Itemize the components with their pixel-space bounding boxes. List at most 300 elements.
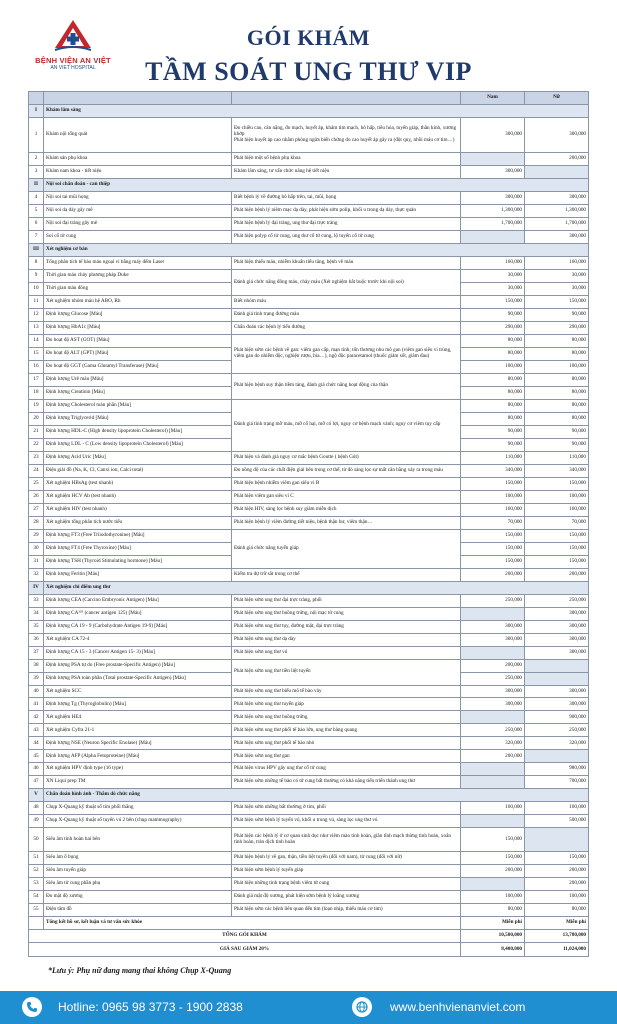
price-female: 200,000: [525, 865, 589, 878]
price-male: 300,000: [461, 698, 525, 711]
service-number: 49: [29, 815, 44, 828]
section-row: [29, 179, 589, 192]
service-description: Đánh giá tình trạng đường máu: [232, 308, 461, 321]
price-female: 30,000: [525, 270, 589, 283]
price-female: 100,000: [525, 360, 589, 373]
service-row: [29, 192, 589, 205]
service-name: Xét nghiệm HPV định type (16 type): [44, 763, 232, 776]
service-description: Đánh giá chức năng tuyến giáp: [232, 529, 461, 568]
total-row: [29, 930, 589, 943]
service-number: 7: [29, 231, 44, 244]
service-name: Siêu âm tuyến giáp: [44, 865, 232, 878]
header-female: Nữ: [525, 92, 589, 105]
header-name-cell: [44, 92, 232, 105]
section-number: V: [29, 789, 44, 802]
service-name: Định lượng CA 15 - 3 (Cancer Antigen 15- 3) [Máu]: [44, 646, 232, 659]
price-table: [28, 91, 589, 957]
price-female: 340,000: [525, 464, 589, 477]
service-description: Đo chiều cao, cân nặng, đo mạch, huyết áp, khám tim mạch, hô hấp, tiêu hóa, tuyến giáp, thần kinh, xương khớp Phát hiện huyết áp cao nhằm phòng ngừa biến chứng do cao huyết áp gây ra (đột quỵ, nhồi máu cơ tim…): [232, 117, 461, 152]
service-number: 42: [29, 711, 44, 724]
price-female: 30,000: [525, 282, 589, 295]
price-male: 250,000: [461, 724, 525, 737]
price-male: [461, 711, 525, 724]
price-male: 300,000: [461, 685, 525, 698]
service-row: [29, 205, 589, 218]
section-row: [29, 244, 589, 257]
service-name: Xét nghiệm SCC: [44, 685, 232, 698]
price-female: 700,000: [525, 776, 589, 789]
service-row: [29, 166, 589, 179]
service-row: [29, 828, 589, 852]
service-row: [29, 737, 589, 750]
service-description: Phát hiện sớm ung thư vú: [232, 646, 461, 659]
service-description: Phát hiện bệnh suy thận tiềm tàng, đánh giá chức năng hoạt động của thận: [232, 373, 461, 399]
price-male: 30,000: [461, 270, 525, 283]
price-female: [525, 659, 589, 672]
service-number: 28: [29, 516, 44, 529]
price-male: 160,000: [461, 802, 525, 815]
service-description: Phát hiện sớm các bệnh về gan: viêm gan cấp, mạn tính; tổn thương nhu mô gan (viêm gan siêu vi trùng, viêm gan do nhiễm độc, nghiện rượu, bia…), ngộ độc paracetamol (thuốc giảm sốt, giảm đau): [232, 334, 461, 373]
service-number: 29: [29, 529, 44, 542]
service-number: 36: [29, 633, 44, 646]
service-number: 30: [29, 542, 44, 555]
service-description: Khám lâm sàng, tư vấn chức năng hệ tiết niệu: [232, 166, 461, 179]
service-description: Phát hiện sớm ung thư tiền liệt tuyến: [232, 659, 461, 685]
service-number: 35: [29, 620, 44, 633]
price-female: 300,000: [525, 685, 589, 698]
price-male: 200,000: [461, 750, 525, 763]
price-male: 150,000: [461, 542, 525, 555]
service-row: [29, 257, 589, 270]
service-description: Phát hiện bệnh lý viêm đường tiết niệu, bệnh thận hư, viêm thận…: [232, 516, 461, 529]
service-description: Phát hiện bệnh nhiễm viêm gan siêu vi B: [232, 477, 461, 490]
service-row: [29, 891, 589, 904]
price-male: 100,000: [461, 490, 525, 503]
page-header: [0, 0, 617, 90]
service-number: 44: [29, 737, 44, 750]
service-name: Định lượng Creatinin [Máu]: [44, 386, 232, 399]
price-female: 300,000: [525, 646, 589, 659]
service-row: [29, 503, 589, 516]
price-female: 80,000: [525, 412, 589, 425]
service-number: 27: [29, 503, 44, 516]
total-label: GIÁ SAU GIẢM 20%: [29, 943, 461, 957]
price-male: 150,000: [461, 852, 525, 865]
service-name: Định lượng HDL-C (High density lipoprotein Cholesterol) [Máu]: [44, 425, 232, 438]
service-row: [29, 620, 589, 633]
price-female: 300,000: [525, 620, 589, 633]
service-row: [29, 218, 589, 231]
service-name: Khám nội tổng quát: [44, 117, 232, 152]
service-description: Kiểm tra dự trữ sắt trong cơ thể: [232, 568, 461, 581]
total-female: 13,780,000: [525, 930, 589, 943]
service-row: [29, 594, 589, 607]
price-male: 1,700,000: [461, 218, 525, 231]
price-female: 320,000: [525, 737, 589, 750]
price-male: 150,000: [461, 555, 525, 568]
service-number: 25: [29, 477, 44, 490]
service-name: Đo hoạt độ GGT (Gama Glutamyl Transferase) [Máu]: [44, 360, 232, 373]
price-male: [461, 776, 525, 789]
service-description: Phát hiện HIV, sàng lọc bệnh suy giảm miễn dịch: [232, 503, 461, 516]
summary-label: Tổng kết hồ sơ, kết luận và tư vấn sức khỏe: [44, 917, 461, 930]
service-name: Định lượng Tg (Thyroglobulin) [Máu]: [44, 698, 232, 711]
price-male: 160,000: [461, 257, 525, 270]
empty-cell: [29, 917, 44, 930]
service-name: Định lượng TSH (Thyroid Stimulating hormone) [Máu]: [44, 555, 232, 568]
service-description: Phát hiện một số bệnh phụ khoa: [232, 153, 461, 166]
service-name: Đo mật độ xương: [44, 891, 232, 904]
service-description: Phát hiện các bệnh lý ở cơ quan sinh dục như viêm mào tinh hoàn, giãn tĩnh mạch thừng tinh hoàn, xoắn tinh hoàn, tràn dịch tinh hoàn: [232, 828, 461, 852]
service-name: Khám sản phụ khoa: [44, 153, 232, 166]
total-male: 8,400,000: [461, 943, 525, 957]
service-description: Đánh giá tình trạng mỡ máu, mỡ cổ hại, mỡ có lợi, nguy cơ bệnh mạch vành; nguy cơ viêm tụy cấp: [232, 399, 461, 451]
price-female: 290,000: [525, 321, 589, 334]
service-row: [29, 270, 589, 283]
service-number: 50: [29, 828, 44, 852]
price-female: 150,000: [525, 477, 589, 490]
section-title: Xét nghiệm chỉ điểm ung thư: [44, 581, 589, 594]
service-number: 31: [29, 555, 44, 568]
service-number: 21: [29, 425, 44, 438]
service-number: 53: [29, 878, 44, 891]
service-row: [29, 373, 589, 386]
section-row: [29, 581, 589, 594]
service-number: 23: [29, 451, 44, 464]
service-name: Định lượng CEA (Carcino Embryonic Antigen) [Máu]: [44, 594, 232, 607]
service-description: Phát hiện bệnh lý đại tràng, ung thư đại trực tràng: [232, 218, 461, 231]
service-name: Đo hoạt độ AST (GOT) [Máu]: [44, 334, 232, 347]
service-name: Định lượng Triglycerid [Máu]: [44, 412, 232, 425]
service-name: Nội soi dạ dày gây mê: [44, 205, 232, 218]
service-description: Phát hiện sớm ung thư buồng trứng: [232, 711, 461, 724]
price-male: 80,000: [461, 386, 525, 399]
service-description: Phát hiện thiếu máu, nhiễm khuẩn tiểu tăng, bệnh về máu: [232, 257, 461, 270]
footer-bar: [0, 991, 617, 1024]
price-male: 340,000: [461, 464, 525, 477]
price-male: 1,300,000: [461, 205, 525, 218]
price-male: 90,000: [461, 425, 525, 438]
service-description: Biết nhóm máu: [232, 295, 461, 308]
price-male: 300,000: [461, 192, 525, 205]
service-row: [29, 529, 589, 542]
service-number: 37: [29, 646, 44, 659]
price-male: 200,000: [461, 568, 525, 581]
service-description: Phát hiện sớm ung thư phổi tế bào lớn, ung thư bàng quang: [232, 724, 461, 737]
service-row: [29, 878, 589, 891]
service-name: Xét nghiệm HBsAg (test nhanh): [44, 477, 232, 490]
service-name: Định lượng CA 19 - 9 (Carbohydrate Antigen 19-9) [Máu]: [44, 620, 232, 633]
service-number: 5: [29, 205, 44, 218]
service-row: [29, 568, 589, 581]
service-number: 13: [29, 321, 44, 334]
page-title-line2: TẦM SOÁT UNG THƯ VIP: [145, 57, 472, 86]
price-female: 90,000: [525, 425, 589, 438]
service-row: [29, 776, 589, 789]
service-row: [29, 646, 589, 659]
hotline-text[interactable]: Hotline: 0965 98 3773 - 1900 2838: [58, 1000, 243, 1014]
price-female: 300,000: [525, 117, 589, 152]
price-female: 150,000: [525, 542, 589, 555]
price-female: 900,000: [525, 711, 589, 724]
service-number: 2: [29, 153, 44, 166]
hospital-name: BỆNH VIỆN AN VIỆT: [35, 56, 111, 65]
price-male: 100,000: [461, 360, 525, 373]
service-number: 43: [29, 724, 44, 737]
service-row: [29, 464, 589, 477]
price-male: 80,000: [461, 347, 525, 360]
service-row: [29, 477, 589, 490]
price-female: [525, 166, 589, 179]
service-number: 46: [29, 763, 44, 776]
service-name: Xét nghiệm tổng phân tích nước tiểu: [44, 516, 232, 529]
price-male: 110,000: [461, 451, 525, 464]
service-name: Định lượng Feritin [Máu]: [44, 568, 232, 581]
price-male: [461, 607, 525, 620]
service-number: 55: [29, 904, 44, 917]
price-male: 100,000: [461, 891, 525, 904]
service-name: Xét nghiệm HCV Ab (test nhanh): [44, 490, 232, 503]
service-number: 26: [29, 490, 44, 503]
header-desc-cell: [232, 92, 461, 105]
service-number: 9: [29, 270, 44, 283]
price-male: 80,000: [461, 373, 525, 386]
service-name: Định lượng FT4 (Free Thyroxine) [Máu]: [44, 542, 232, 555]
price-female: Miễn phí: [525, 917, 589, 930]
service-number: 17: [29, 373, 44, 386]
service-number: 34: [29, 607, 44, 620]
service-row: [29, 815, 589, 828]
service-description: Phát hiện bệnh lý niêm mạc dạ dày, phát hiện sớm polip, khối u trong dạ dày, thực quản: [232, 205, 461, 218]
service-description: Phát hiện những tình trạng bệnh viêm tử cung: [232, 878, 461, 891]
service-row: [29, 633, 589, 646]
service-number: 38: [29, 659, 44, 672]
service-row: [29, 490, 589, 503]
website-link[interactable]: www.benhvienanviet.com: [390, 1000, 526, 1014]
service-row: [29, 685, 589, 698]
service-row: [29, 321, 589, 334]
service-name: Chụp X-Quang kỹ thuật số tuyến vú 2 bên (chụp mammography): [44, 815, 232, 828]
service-row: [29, 724, 589, 737]
price-male: 300,000: [461, 117, 525, 152]
service-name: Thời gian máu chảy phương pháp Duke: [44, 270, 232, 283]
section-row: [29, 104, 589, 117]
service-name: Điện tâm đồ: [44, 904, 232, 917]
price-male: 200,000: [461, 659, 525, 672]
section-row: [29, 789, 589, 802]
price-female: 100,000: [525, 490, 589, 503]
service-row: [29, 802, 589, 815]
price-male: 300,000: [461, 633, 525, 646]
price-female: 80,000: [525, 373, 589, 386]
section-title: Chẩn đoán hình ảnh - Thăm dò chức năng: [44, 789, 589, 802]
service-description: Phát hiện sớm ung thư gan: [232, 750, 461, 763]
total-male: 10,500,000: [461, 930, 525, 943]
price-female: 90,000: [525, 308, 589, 321]
service-row: [29, 607, 589, 620]
service-number: 14: [29, 334, 44, 347]
service-description: Phát hiện sớm bệnh lý tuyến giáp: [232, 865, 461, 878]
price-male: 90,000: [461, 308, 525, 321]
price-female: 150,000: [525, 852, 589, 865]
price-male: 80,000: [461, 399, 525, 412]
service-description: Phát hiện sớm ung thư tuyến giáp: [232, 698, 461, 711]
service-number: 40: [29, 685, 44, 698]
header-male: Nam: [461, 92, 525, 105]
service-description: Phát hiện sớm ung thư buồng trứng, nội mạc tử cung: [232, 607, 461, 620]
service-name: Thời gian máu đông: [44, 282, 232, 295]
service-name: Định lượng FT3 (Free Triiodothyronine) [Máu]: [44, 529, 232, 542]
price-male: 150,000: [461, 529, 525, 542]
service-name: Siêu âm ổ bụng: [44, 852, 232, 865]
price-male: 80,000: [461, 904, 525, 917]
service-row: [29, 399, 589, 412]
price-female: 200,000: [525, 153, 589, 166]
service-number: 16: [29, 360, 44, 373]
hospital-subname: AN VIET HOSPITAL: [50, 65, 96, 71]
price-female: 80,000: [525, 386, 589, 399]
service-description: Phát hiện polyp cổ tử cung, ung thư cổ tử cung, lộ tuyến cổ tử cung: [232, 231, 461, 244]
service-name: Siêu âm tử cung phần phụ: [44, 878, 232, 891]
service-number: 12: [29, 308, 44, 321]
total-row: [29, 943, 589, 957]
price-male: 160,000: [461, 503, 525, 516]
price-female: 150,000: [525, 529, 589, 542]
service-name: Nội soi đại tràng gây mê: [44, 218, 232, 231]
service-name: Định lượng PSA tự do (Free prostate-Specific Antigen) [Máu]: [44, 659, 232, 672]
service-row: [29, 153, 589, 166]
price-female: 300,000: [525, 192, 589, 205]
pregnancy-note: *Lưu ý: Phụ nữ đang mang thai không Chụp X-Quang: [48, 966, 232, 975]
service-number: 18: [29, 386, 44, 399]
price-male: [461, 815, 525, 828]
price-male: [461, 646, 525, 659]
service-row: [29, 516, 589, 529]
service-name: XN Liqui prep TM: [44, 776, 232, 789]
price-male: [461, 231, 525, 244]
service-number: 8: [29, 257, 44, 270]
price-table-body: [29, 92, 589, 957]
price-female: 300,000: [525, 698, 589, 711]
service-name: Định lượng Cholesterol toàn phần [Máu]: [44, 399, 232, 412]
price-female: 160,000: [525, 802, 589, 815]
service-number: 52: [29, 865, 44, 878]
price-female: 300,000: [525, 231, 589, 244]
service-description: Phát hiện sớm ung thư biểu mô tế bào vảy: [232, 685, 461, 698]
service-description: Phát hiện sớm bệnh lý tuyến vú, khối u trong vú, sàng lọc ung thư vú: [232, 815, 461, 828]
price-male: 70,000: [461, 516, 525, 529]
service-name: Định lượng CA¹²⁵ (cancer antigen 125) [Máu]: [44, 607, 232, 620]
service-description: Đánh giá chức năng đông máu, chảy máu (Xét nghiệm bắt buộc trước khi nội soi): [232, 270, 461, 296]
service-name: Xét nghiệm HIV (test nhanh): [44, 503, 232, 516]
service-number: 33: [29, 594, 44, 607]
price-female: 80,000: [525, 347, 589, 360]
service-row: [29, 865, 589, 878]
price-male: 320,000: [461, 737, 525, 750]
price-male: 150,000: [461, 828, 525, 852]
service-number: 10: [29, 282, 44, 295]
service-description: Phát hiện sớm ung thư tụy, đường mật, đại trực tràng: [232, 620, 461, 633]
service-name: Xét nghiệm nhóm máu hệ ABO, Rh: [44, 295, 232, 308]
service-number: 51: [29, 852, 44, 865]
price-female: 160,000: [525, 503, 589, 516]
service-row: [29, 231, 589, 244]
price-female: 80,000: [525, 399, 589, 412]
service-number: 47: [29, 776, 44, 789]
service-number: 45: [29, 750, 44, 763]
service-number: 41: [29, 698, 44, 711]
price-female: 1,300,000: [525, 205, 589, 218]
service-number: 54: [29, 891, 44, 904]
service-name: Xét nghiệm CA 72-4: [44, 633, 232, 646]
service-row: [29, 295, 589, 308]
service-number: 4: [29, 192, 44, 205]
service-name: Định lượng HbA1c [Máu]: [44, 321, 232, 334]
service-number: 3: [29, 166, 44, 179]
service-name: Nội soi tai mũi họng: [44, 192, 232, 205]
service-row: [29, 852, 589, 865]
price-male: 300,000: [461, 620, 525, 633]
price-female: 70,000: [525, 516, 589, 529]
service-description: Phát hiện sớm những tế bào có tử cung bất thường có khả năng tiến triển thành ung thư: [232, 776, 461, 789]
price-male: 250,000: [461, 672, 525, 685]
total-female: 11,024,000: [525, 943, 589, 957]
service-number: 22: [29, 438, 44, 451]
section-number: II: [29, 179, 44, 192]
price-female: [525, 750, 589, 763]
service-name: Định lượng Glucose [Máu]: [44, 308, 232, 321]
service-name: Siêu âm tinh hoàn hai bên: [44, 828, 232, 852]
service-name: Soi cổ tử cung: [44, 231, 232, 244]
service-description: Phát hiện sớm các bệnh liên quan đến tim (loạn nhịp, thiếu máu cơ tim): [232, 904, 461, 917]
section-number: IV: [29, 581, 44, 594]
service-description: Phát hiện viêm gan siêu vi C: [232, 490, 461, 503]
price-female: 80,000: [525, 334, 589, 347]
service-number: 15: [29, 347, 44, 360]
summary-row: [29, 917, 589, 930]
service-description: Phát hiện sớm những bất thường ở tim, phổi: [232, 802, 461, 815]
price-female: 300,000: [525, 607, 589, 620]
price-male: 30,000: [461, 282, 525, 295]
service-number: 24: [29, 464, 44, 477]
service-number: 32: [29, 568, 44, 581]
section-title: Xét nghiệm cơ bản: [44, 244, 589, 257]
service-name: Định lượng NSE (Neuron Specific Enolase) [Máu]: [44, 737, 232, 750]
service-row: [29, 763, 589, 776]
service-name: Xét nghiệm HE4: [44, 711, 232, 724]
service-number: 19: [29, 399, 44, 412]
service-row: [29, 117, 589, 152]
header-index-cell: [29, 92, 44, 105]
price-female: 80,000: [525, 904, 589, 917]
service-number: 39: [29, 672, 44, 685]
price-male: 290,000: [461, 321, 525, 334]
service-number: 1: [29, 117, 44, 152]
service-description: Phát hiện sớm ung thư đại trực tràng, phổi: [232, 594, 461, 607]
price-female: 100,000: [525, 891, 589, 904]
service-name: Định lượng Urê máu [Máu]: [44, 373, 232, 386]
page-title-line1: GÓI KHÁM: [246, 25, 371, 50]
service-name: Khám nam khoa - tiết niệu: [44, 166, 232, 179]
price-female: 250,000: [525, 594, 589, 607]
service-description: Chẩn đoán các bệnh lý tiểu đường: [232, 321, 461, 334]
price-male: [461, 878, 525, 891]
service-description: Đo nồng độ của các chất điện giải bên trong cơ thể, từ đó sàng lọc sự mất cân bằng xảy ra trong máu: [232, 464, 461, 477]
service-row: [29, 904, 589, 917]
service-name: Định lượng AFP (Alpha Fetoproteine) [Máu]: [44, 750, 232, 763]
price-male: 80,000: [461, 412, 525, 425]
price-female: 90,000: [525, 438, 589, 451]
